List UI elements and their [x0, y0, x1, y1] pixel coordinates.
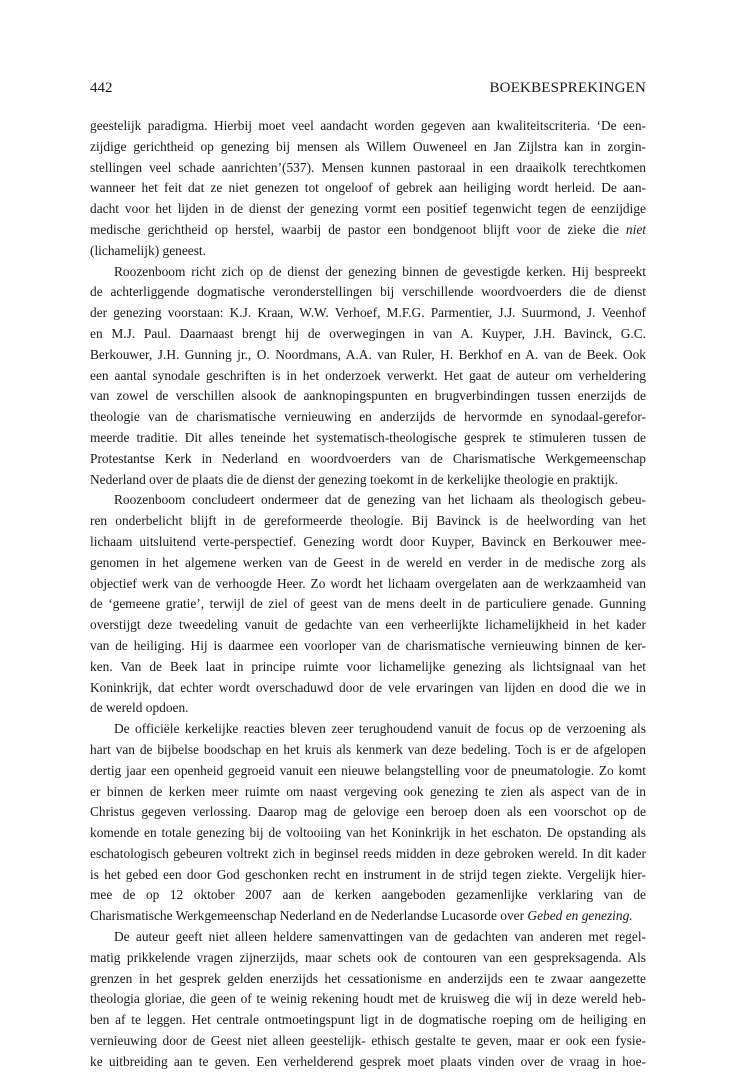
- text-line: geestelijk paradigma. Hierbij moet veel aandacht worden gegeven aan kwaliteitscriteria. ‘De een-: [90, 118, 646, 133]
- paragraph: [90, 262, 646, 491]
- text-line: de ‘gemeene gratie’, terwijl de ziel of geest van de mens deelt in de particuliere genade. Gunning: [90, 596, 646, 612]
- text-line: Roozenboom concludeert ondermeer dat de genezing van het lichaam als theologisch gebeu-: [114, 492, 646, 508]
- text-line: hart van de bijbelse boodschap en het kruis als kenmerk van deze bedeling. Toch is er de afgelopen: [90, 741, 646, 757]
- text-line: er binnen de kerken meer ruimte om naast vergeving ook genezing te zien als aspect van de in: [90, 783, 646, 799]
- text-line: lichaam uitsluitend verte-perspectief. Genezing wordt door Kuyper, Bavinck en Berkouwer mee-: [90, 533, 646, 549]
- text-line: ken. Van de Beek laat in principe ruimte voor lichamelijke genezing als lichtsignaal van het: [90, 658, 646, 674]
- text-line: Charismatische Werkgemeenschap Nederland en de Nederlandse Lucasorde over Gebed en genezing.: [90, 908, 633, 924]
- text-line: meerde traditie. Dit alles teneinde het systematisch-theologische gesprek te stimuleren tussen de: [90, 429, 646, 445]
- text-line: van de heiliging. Hij is daarmee een voorloper van de charismatische vernieuwing binnen de ker-: [90, 637, 646, 653]
- italic-phrase: Gebed en genezing.: [527, 908, 633, 924]
- text-line: matig prikkelende vragen zijnerzijds, maar schets ook de contouren van een gespreksagenda. Als: [90, 949, 646, 965]
- text-line: overstijgt deze tweedeling vanuit de gedachte van een verheerlijkte lichamelijkheid in het kader: [90, 617, 646, 633]
- text-line: dertig jaar een openheid gegroeid vanuit een nieuwe belangstelling voor de pneumatologie. Zo komt: [90, 762, 646, 778]
- text-line: een aantal synodale geschriften is in het onderzoek verwerkt. Het gaat de auteur om verheldering: [90, 367, 646, 383]
- text-line: Roozenboom richt zich op de dienst der genezing binnen de gevestigde kerken. Hij bespreekt: [114, 263, 646, 279]
- text-line: de achterliggende dogmatische veronderstellingen bij verschillende woordvoerders die de dienst: [90, 284, 646, 300]
- text-line: Protestantse Kerk in Nederland en woordvoerders van de Charismatische Werkgemeenschap: [90, 450, 646, 466]
- paragraph: [90, 490, 646, 719]
- text-line: Nederland over de plaats die de dienst der genezing toekomt in de kerkelijke theologie en praktijk.: [90, 471, 619, 487]
- text-line: vernieuwing door de Geest niet alleen geestelijk- ethisch gestalte te geven, maar er ook een fysie-: [90, 1033, 646, 1049]
- text-line: ke uitbreiding aan te geven. Een verhelderend gesprek moet plaats vinden over de vraag in hoe-: [90, 1053, 646, 1069]
- text-line: stellingen veel schade aanrichten’(537). Mensen kunnen pastoraal in een draaikolk terechtkomen: [90, 159, 646, 175]
- text-line: is het gebed een door God geschonken recht en instrument in de strijd tegen ziekte. Vergelijk hier-: [90, 866, 646, 882]
- review-body-text: [90, 116, 646, 1073]
- paragraph: [90, 927, 646, 1073]
- text-line: genomen in het algemene werken van de Geest in de wereld en verder in de medische zorg als: [90, 554, 646, 570]
- text-line: ben af te leggen. Het centrale ontmoetingspunt ligt in de dogmatische roeping om de heiliging en: [90, 1012, 646, 1028]
- text-line: eschatologisch gebeuren voltrekt zich in beginsel reeds midden in deze gebroken wereld. In dit kader: [90, 845, 646, 861]
- text-line: (lichamelijk) geneest.: [90, 242, 207, 258]
- paragraph: [90, 719, 646, 927]
- text-line: Koninkrijk, dat echter wordt overschaduwd door de vele ervaringen van lijden en dood die we in: [90, 679, 646, 695]
- text-line: De officiële kerkelijke reacties bleven zeer terughoudend vanuit de focus op de verzoening als: [114, 721, 646, 737]
- text-line: De auteur geeft niet alleen heldere samenvattingen van de gedachten van anderen met regel-: [114, 929, 646, 945]
- page-number: 442: [90, 80, 113, 96]
- text-line: theologie van de charismatische vernieuwing en anderzijds de hervormde en synodaal-gerefor-: [90, 409, 646, 425]
- text-line: mee de op 12 oktober 2007 aan de kerken aangeboden gezamenlijke verklaring van de: [90, 887, 646, 903]
- text-line: dacht voor het lijden in de dienst der genezing vormt een positief tegenwicht tegen de eenzijdige: [90, 201, 646, 217]
- text-line: objectief werk van de verhoogde Heer. Zo wordt het lichaam overgelaten aan de werkzaamheid van: [90, 575, 646, 591]
- running-head: BOEKBESPREKINGEN: [489, 80, 646, 96]
- text-line: zijdige gerichtheid op genezing bij mensen als Willem Ouweneel en Jan Zijlstra kan in zorgin-: [90, 138, 646, 154]
- text-line: medische gerichtheid op herstel, waarbij de pastor een bondgenoot blijft voor de zieke die niet: [90, 221, 646, 237]
- italic-phrase: niet: [625, 221, 646, 237]
- text-line: Berkouwer, J.H. Gunning jr., O. Noordmans, A.A. van Ruler, H. Berkhof en A. van de Beek. Ook: [90, 346, 646, 362]
- paragraph: [90, 116, 646, 262]
- text-line: en M.J. Paul. Daarnaast brengt hij de overwegingen in van A. Kuyper, J.H. Bavinck, G.C.: [90, 325, 646, 341]
- text-line: theologia gloriae, die geen of te weinig rekening houdt met de kruisweg die wij in deze wereld heb-: [90, 991, 646, 1007]
- text-line: de wereld opdoen.: [90, 700, 189, 716]
- text-line: der genezing voorstaan: K.J. Kraan, W.W. Verhoef, M.F.G. Parmentier, J.J. Suurmond, J. Veenhof: [90, 305, 646, 321]
- text-line: wanneer het feit dat ze niet genezen tot ongeloof of gebrek aan heiliging wordt herleid. De aan-: [90, 180, 646, 196]
- text-line: komende en totale genezing bij de voltooiing van het Koninkrijk in het eschaton. De opstanding als: [90, 825, 646, 841]
- text-line: Christus gegeven verlossing. Daarop mag de gelovige een beroep doen als een voorschot op de: [90, 804, 646, 820]
- text-line: van zowel de verschillen alsook de aanknopingspunten en brugverbindingen tussen enerzijds de: [90, 388, 646, 404]
- text-line: ren onderbelicht blijft in de gereformeerde theologie. Bij Bavinck is de heelwording van het: [90, 513, 646, 529]
- page-header: [90, 80, 646, 100]
- text-line: grenzen in het gesprek gelden enerzijds het cessationisme en anderzijds een te zwaar aangezette: [90, 970, 646, 986]
